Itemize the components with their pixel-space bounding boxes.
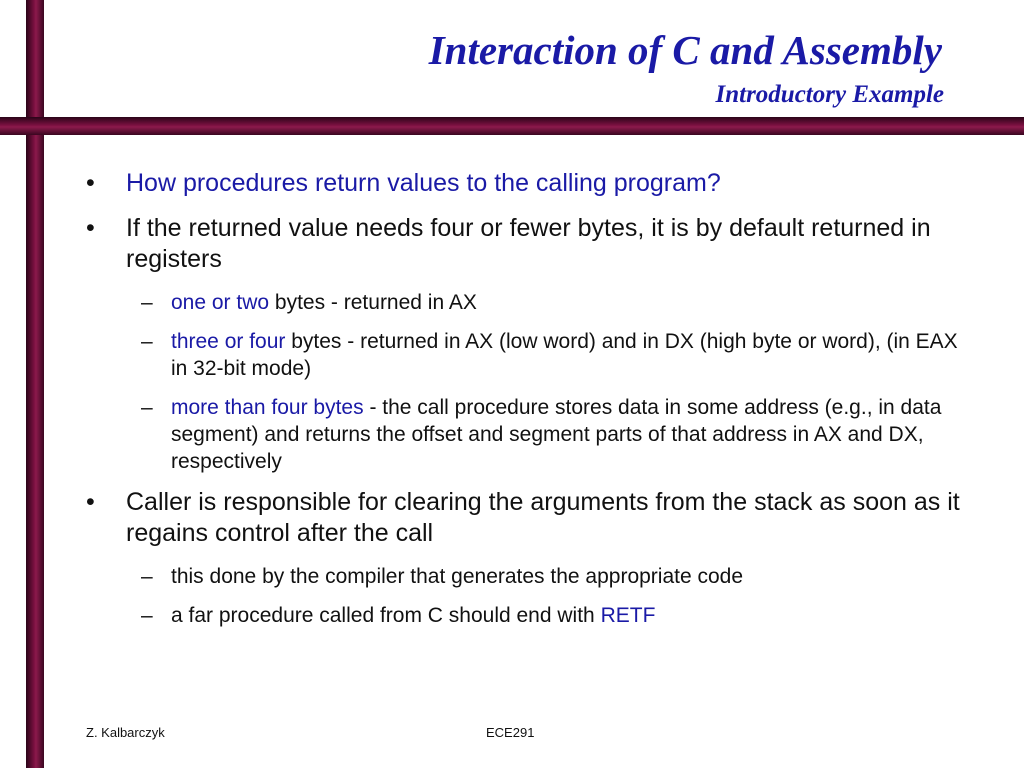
subbullet-three-or-four [86,328,966,382]
subbullet-text: bytes - returned in AX [269,291,477,314]
subbullet-text: - the call procedure stores data in some address (e.g., in data segment) and returns the offset and segment parts of that address in AX and DX, respectively [171,396,942,473]
bullet-marker: • [86,214,95,242]
slide-subtitle: Introductory Example [715,81,944,108]
bullet-return-values [86,168,966,199]
subbullet-more-than-four [86,394,966,475]
bullet-marker: • [86,488,95,516]
bullet-text: Caller is responsible for clearing the arguments from the stack as soon as it regains control after the call [126,488,960,547]
subbullet-text: bytes - returned in AX (low word) and in DX (high byte or word), (in EAX in 32-bit mode) [171,330,958,380]
footer-author: Z. Kalbarczyk [86,725,165,740]
top-frame-bar [0,117,1024,135]
highlight-text: RETF [600,604,656,627]
subbullet-text: this done by the compiler that generates the appropriate code [171,565,744,588]
dash-marker: – [141,565,153,588]
dash-marker: – [141,604,153,627]
dash-marker: – [141,291,153,314]
highlight-text: three or four [171,330,286,353]
subbullet-text: a far procedure called from C should end with [171,604,601,627]
bullet-marker: • [86,169,95,197]
bullet-text: If the returned value needs four or fewer bytes, it is by default returned in registers [126,214,931,273]
slide-title: Interaction of C and Assembly [428,27,942,73]
dash-marker: – [141,330,153,353]
highlight-text: more than four bytes [171,396,364,419]
dash-marker: – [141,396,153,419]
subbullet-far-procedure [86,602,966,629]
bullet-caller-responsible [86,487,966,549]
slide-content [86,168,966,641]
bullet-text: How procedures return values to the calling program? [126,169,721,197]
footer-course: ECE291 [486,725,535,740]
highlight-text: one or two [171,291,270,314]
subbullet-compiler [86,563,966,590]
left-frame-bar [26,0,44,768]
bullet-four-or-fewer [86,213,966,275]
subbullet-one-or-two [86,289,966,316]
